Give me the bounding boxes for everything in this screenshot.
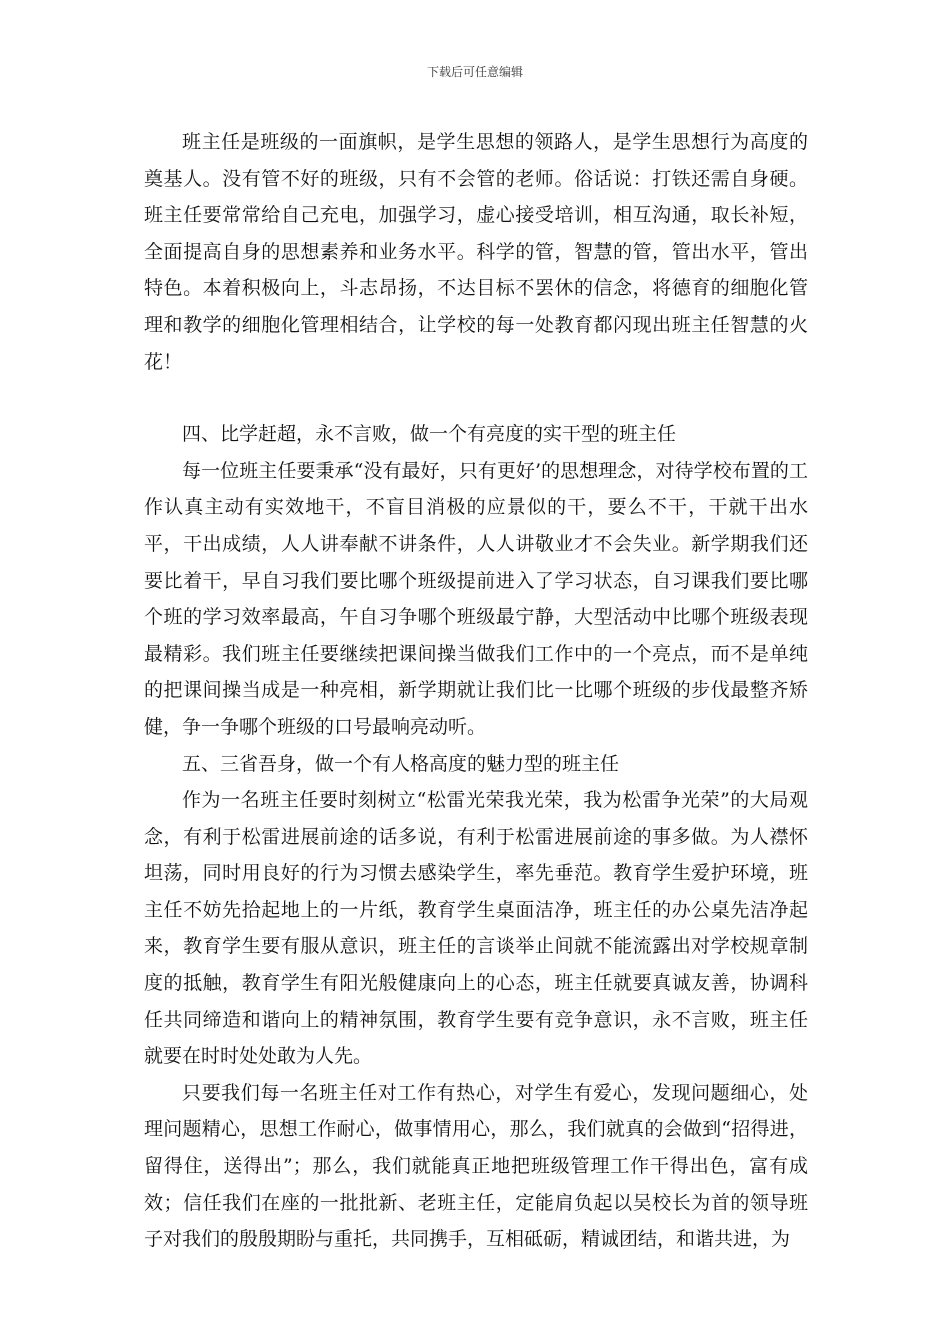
section-heading-four: 四、比学赶超，永不言败，做一个有亮度的实干型的班主任: [182, 423, 677, 446]
paragraph-section-four: 每一位班主任要秉承“没有最好，只有更好’的思想理念，对待学校布置的工作认真主动有实效地干，不盲目消极的应景似的干，要么不干，干就干出水平，干出成绩，人人讲奉献不讲条件，人人讲敬业才不会失业。新学期我们还要比着干，早自习我们要比哪个班级提前进入了学习状态，自习课我们要比哪个班的学习效率最高，午自习争哪个班级最宁静，大型活动中比哪个班级表现最精彩。我们班主任要继续把课间操当做我们工作中的一个亮点，而不是单纯的把课间操当成是一种亮相，新学期就让我们比一比哪个班级的步伐最整齐矫健，争一争哪个班级的口号最响亮动听。: [144, 459, 808, 738]
section-heading-five: 五、三省吾身，做一个有人格高度的魅力型的班主任: [182, 752, 620, 775]
document-body: [144, 124, 808, 1258]
page-header: 下载后可任意编辑: [426, 65, 523, 79]
paragraph-conclusion: 只要我们每一名班主任对工作有热心，对学生有爱心，发现问题细心，处理问题精心，思想工作耐心，做事情用心，那么，我们就真的会做到“招得进，留得住，送得出”；那么，我们就能真正地把班级管理工作干得出色，富有成效；信任我们在座的一批批新、老班主任，定能肩负起以吴校长为首的领导班子对我们的殷殷期盼与重托，共同携手，互相砥砺，精诚团结，和谐共进，为: [144, 1081, 808, 1251]
paragraph-class-teacher-role: 班主任是班级的一面旗帜，是学生思想的领路人，是学生思想行为高度的奠基人。没有管不好的班级，只有不会管的老师。俗话说：打铁还需自身硬。班主任要常常给自己充电，加强学习，虚心接受培训，相互沟通，取长补短，全面提高自身的思想素养和业务水平。科学的管，智慧的管，管出水平，管出特色。本着积极向上，斗志昂扬，不达目标不罢休的信念，将德育的细胞化管理和教学的细胞化管理相结合，让学校的每一处教育都闪现出班主任智慧的火花！: [144, 131, 808, 373]
paragraph-section-five: 作为一名班主任要时刻树立“松雷光荣我光荣，我为松雷争光荣”的大局观念，有利于松雷进展前途的话多说，有利于松雷进展前途的事多做。为人襟怀坦荡，同时用良好的行为习惯去感染学生，率先垂范。教育学生爱护环境，班主任不妨先拾起地上的一片纸，教育学生桌面洁净，班主任的办公桌先洁净起来，教育学生要有服从意识，班主任的言谈举止间就不能流露出对学校规章制度的抵触，教育学生有阳光般健康向上的心态，班主任就要真诚友善，协调科任共同缔造和谐向上的精神氛围，教育学生要有竞争意识，永不言败，班主任就要在时时处处敢为人先。: [144, 789, 808, 1068]
paragraph-spacer: [144, 380, 808, 416]
